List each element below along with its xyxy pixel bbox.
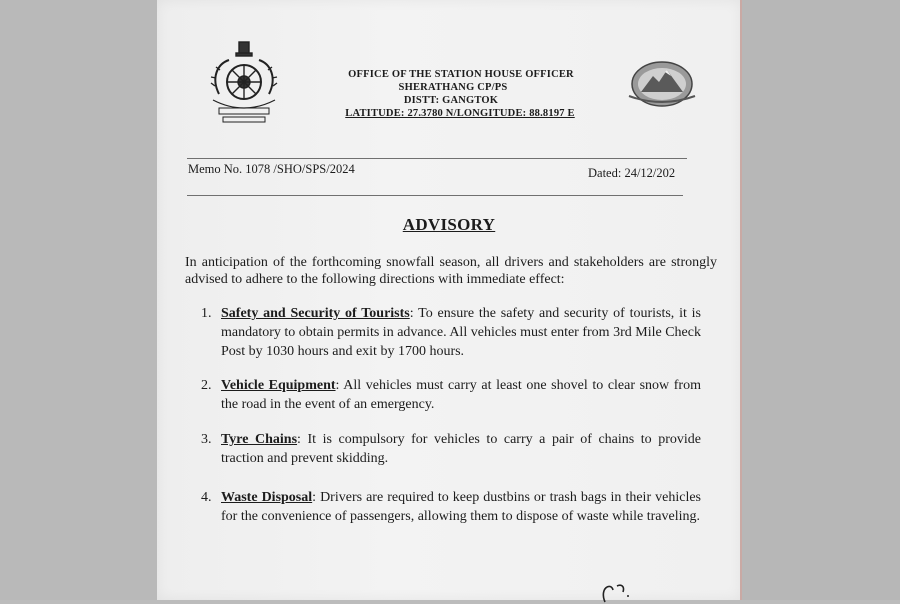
station-name: SHERATHANG CP/PS (398, 82, 508, 93)
divider-bottom (187, 195, 683, 196)
item-number: 2. (201, 378, 212, 393)
item-heading: Tyre Chains (221, 432, 298, 447)
item-number: 3. (201, 432, 212, 447)
item-heading: Safety and Security of Tourists (221, 306, 410, 321)
office-header (157, 68, 741, 120)
memo-date: Dated: 24/12/202 (588, 166, 676, 180)
background-left (0, 0, 157, 600)
memo-number: Memo No. 1078 /SHO/SPS/2024 (188, 162, 355, 176)
list-item (201, 304, 701, 361)
district-name: DISTT: GANGTOK (403, 95, 499, 106)
item-text: : Drivers are required to keep dustbins or trash bags in their vehicles for the convenience of passengers, allowing them to dispose of waste while traveling. (221, 490, 701, 524)
page-title: ADVISORY (402, 215, 496, 234)
divider-top (187, 158, 687, 159)
coordinates: LATITUDE: 27.3780 N/LONGITUDE: 88.8197 E (345, 108, 575, 119)
page-edge (740, 0, 742, 600)
intro-paragraph: In anticipation of the forthcoming snowfall season, all drivers and stakeholders are strongly advised to adhere to the following directions with immediate effect: (185, 255, 717, 287)
item-text: : To ensure the safety and security of tourists, it is mandatory to obtain permits in advance. All vehicles must enter from 3rd Mile Check Post by 1030 hours and exit by 1700 hours. (221, 306, 701, 359)
item-number: 4. (201, 490, 212, 505)
item-text: : It is compulsory for vehicles to carry a pair of chains to provide traction and prevent skidding. (221, 432, 701, 466)
background-right (742, 0, 900, 600)
item-heading: Vehicle Equipment (221, 378, 336, 393)
item-number: 1. (201, 306, 212, 321)
item-text: : All vehicles must carry at least one shovel to clear snow from the road in the event of an emergency. (221, 378, 701, 412)
office-name: OFFICE OF THE STATION HOUSE OFFICER (348, 69, 574, 80)
list-item (201, 376, 701, 414)
list-item (201, 488, 701, 526)
item-heading: Waste Disposal (221, 490, 313, 505)
document-page (157, 0, 741, 600)
list-item (201, 430, 701, 468)
